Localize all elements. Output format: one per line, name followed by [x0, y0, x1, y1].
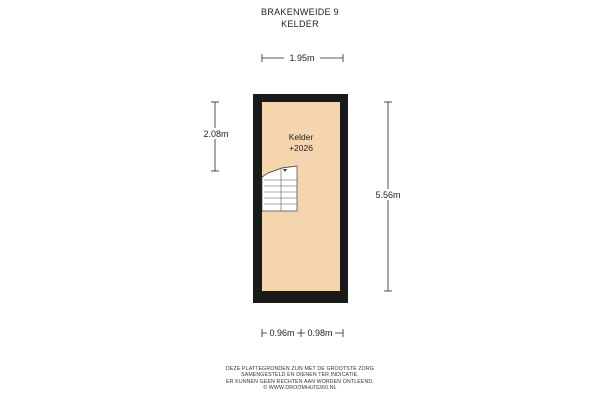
dimension-bottom-right-label: 0.98m	[307, 328, 333, 338]
dimension-top-width	[262, 52, 343, 63]
website-link[interactable]: © WWW.DROOMHUIS360.NL	[263, 385, 337, 392]
disclaimer	[0, 366, 600, 392]
disclaimer-line-1: DEZE PLATTEGRONDEN ZIJN MET DE GROOTSTE ZORG	[226, 366, 374, 372]
dimension-top-label: 1.95m	[289, 53, 315, 63]
address-title: BRAKENWEIDE 9	[261, 7, 339, 17]
dimension-right-label: 5.56m	[375, 190, 401, 200]
dimension-left-label: 2.08m	[203, 129, 229, 139]
disclaimer-line-3: ER KUNNEN GEEN RECHTEN AAN WORDEN ONTLEEND.	[226, 378, 374, 385]
floor-title: KELDER	[281, 19, 319, 29]
dimension-left-height	[198, 102, 234, 171]
dimension-right-height	[370, 102, 406, 291]
dimension-bottom-left-label: 0.96m	[269, 328, 295, 338]
room-name: Kelder	[288, 132, 314, 142]
disclaimer-line-2: SAMENGESTELD EN DIENEN TER INDICATIE.	[241, 372, 359, 379]
dimension-bottom-widths	[262, 327, 343, 338]
room-level: +2026	[289, 143, 313, 153]
